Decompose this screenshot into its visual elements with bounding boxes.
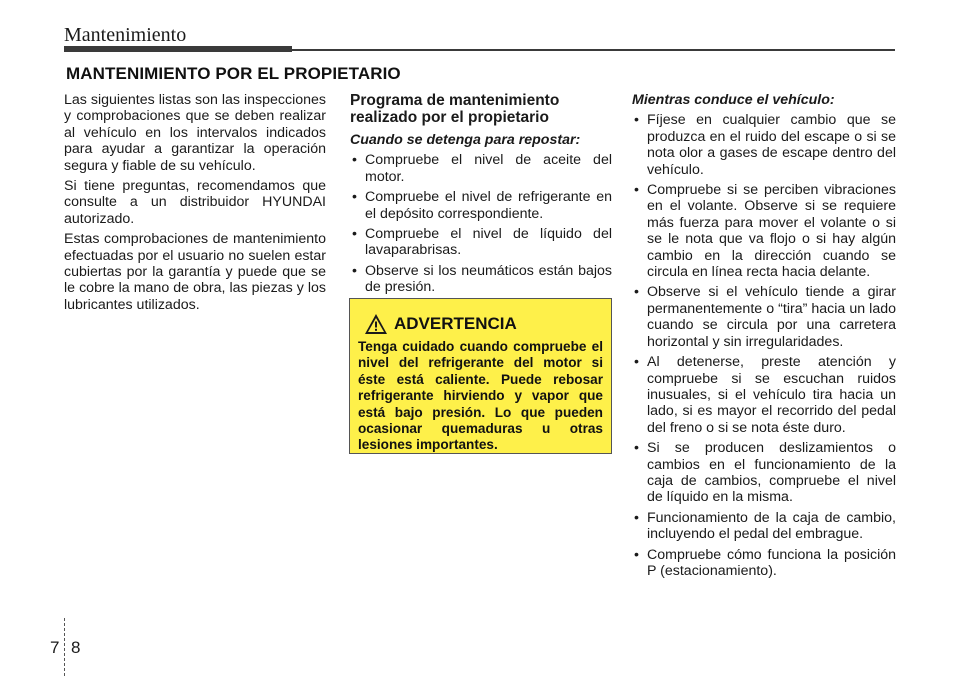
bullet-icon: • bbox=[352, 189, 357, 206]
list-item bbox=[632, 547, 896, 580]
list-item-text: Si se producen deslizamientos o cambios en el funcionamiento de la caja de cambios, compruebe el nivel de líquido en la misma. bbox=[647, 440, 896, 506]
page-number: 8 bbox=[71, 638, 81, 657]
list-item-text: Compruebe el nivel de refrigerante en el depósito correspondiente. bbox=[365, 189, 612, 222]
list-item bbox=[632, 354, 896, 436]
list-item bbox=[350, 189, 612, 222]
bullet-icon: • bbox=[634, 284, 639, 301]
intro-paragraph: Si tiene preguntas, recomendamos que consulte a un distribuidor HYUNDAI autorizado. bbox=[64, 178, 326, 227]
bullet-icon: • bbox=[352, 226, 357, 243]
warning-text: Tenga cuidado cuando compruebe el nivel del refrigerante del motor si éste está caliente. Puede rebosar refrigerante hirviendo y vapor que está bajo presión. Lo que pueden ocasionar quemaduras u otras lesiones importantes. bbox=[358, 339, 603, 453]
header-rule-thick bbox=[64, 46, 292, 52]
warning-header bbox=[364, 313, 603, 335]
driving-checklist bbox=[632, 112, 896, 579]
warning-title: ADVERTENCIA bbox=[394, 314, 517, 333]
intro-paragraph: Las siguientes listas son las inspecciones y comprobaciones que se deben realizar al vehículo en los intervalos indicados para ayudar a garantizar la operación segura y fiable de su vehículo. bbox=[64, 92, 326, 174]
bullet-icon: • bbox=[634, 182, 639, 199]
page-number-divider bbox=[64, 618, 65, 676]
warning-box bbox=[349, 298, 612, 454]
list-item-text: Al detenerse, preste atención y compruebe si se escuchan ruidos inusuales, si el vehículo tira hacia un lado, si es mayor el recorrido del pedal del freno o si se nota éste duro. bbox=[647, 354, 896, 436]
list-item-text: Observe si los neumáticos están bajos de presión. bbox=[365, 262, 612, 296]
running-head: Mantenimiento bbox=[64, 24, 187, 46]
list-item bbox=[350, 152, 612, 185]
program-heading: Programa de mantenimiento realizado por el propietario bbox=[350, 92, 560, 126]
bullet-icon: • bbox=[634, 546, 639, 563]
bullet-icon: • bbox=[352, 152, 357, 169]
bullet-icon: • bbox=[634, 509, 639, 526]
bullet-icon: • bbox=[634, 354, 639, 371]
list-item bbox=[632, 284, 896, 350]
list-item bbox=[350, 263, 612, 296]
intro-paragraph: Estas comprobaciones de mantenimiento efectuadas por el usuario no suelen estar cubiertas por la garantía y puede que se le cobre la mano de obra, las piezas y los lubricantes utilizados. bbox=[64, 231, 326, 313]
bullet-icon: • bbox=[634, 112, 639, 129]
list-item-text: Compruebe cómo funciona la posición P (estacionamiento). bbox=[647, 546, 896, 579]
list-item bbox=[632, 182, 896, 280]
list-item-text: Compruebe el nivel de aceite del motor. bbox=[365, 152, 612, 185]
refuel-subheading: Cuando se detenga para repostar: bbox=[350, 132, 581, 148]
column-maintenance-program bbox=[350, 92, 612, 300]
list-item-text: Compruebe si se perciben vibraciones en el volante. Observe si se requiere más fuerza para mover el volante o si se le nota que va flojo o si hay algún cambio en la dirección cuando se circula en línea recta hacia delante. bbox=[647, 182, 896, 281]
chapter-number: 7 bbox=[50, 638, 60, 657]
column-while-driving bbox=[632, 92, 896, 583]
bullet-icon: • bbox=[352, 262, 357, 279]
list-item-text: Funcionamiento de la caja de cambio, incluyendo el pedal del embrague. bbox=[647, 509, 896, 543]
warning-triangle-icon bbox=[364, 313, 388, 335]
driving-subheading: Mientras conduce el vehículo: bbox=[632, 92, 835, 108]
list-item bbox=[632, 510, 896, 543]
list-item-text: Compruebe el nivel de líquido del lavaparabrisas. bbox=[365, 226, 612, 259]
refuel-checklist bbox=[350, 152, 612, 295]
list-item bbox=[632, 440, 896, 506]
list-item-text: Observe si el vehículo tiende a girar permanentemente o “tira” hacia un lado cuando se circula por una carretera horizontal y sin irregularidades. bbox=[647, 284, 896, 350]
bullet-icon: • bbox=[634, 440, 639, 457]
list-item bbox=[350, 226, 612, 259]
header-rule-thin bbox=[292, 49, 895, 51]
section-title: MANTENIMIENTO POR EL PROPIETARIO bbox=[66, 64, 401, 83]
column-intro bbox=[64, 92, 326, 317]
list-item bbox=[632, 112, 896, 178]
list-item-text: Fíjese en cualquier cambio que se produzca en el ruido del escape o si se nota olor a gases de escape dentro del vehículo. bbox=[647, 112, 896, 178]
